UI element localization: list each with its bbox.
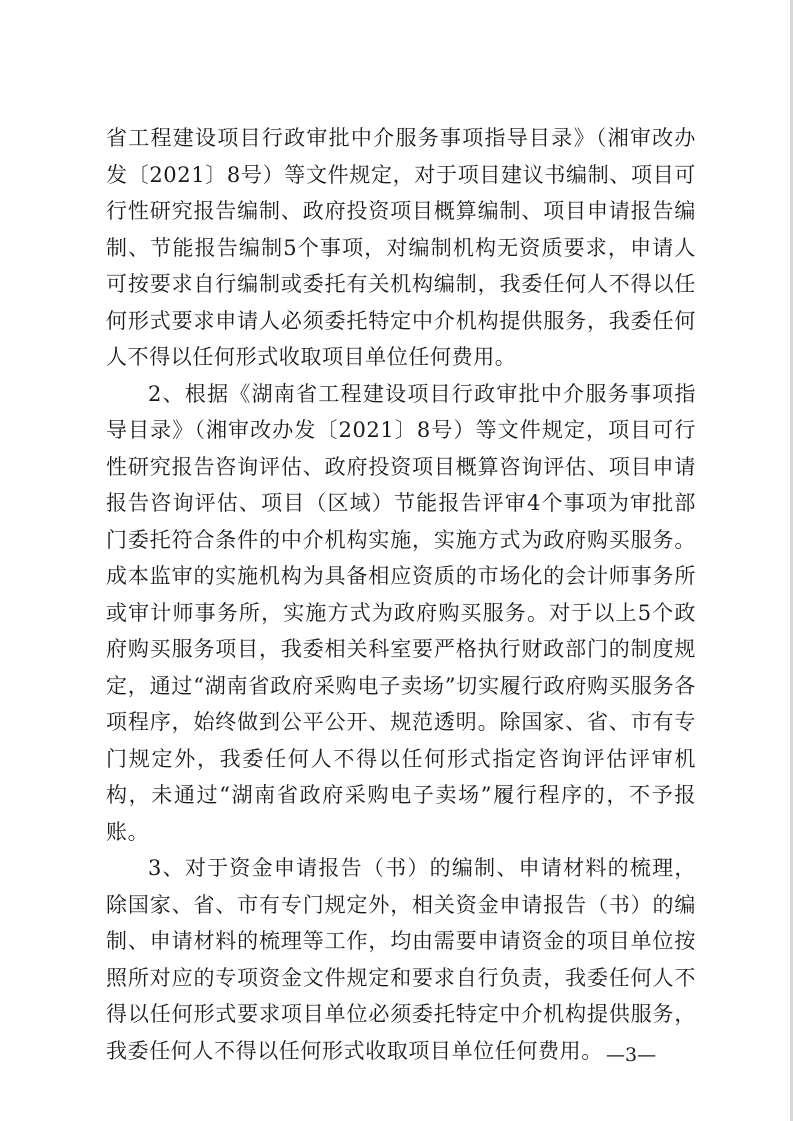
page-number: —3— xyxy=(606,1044,657,1066)
paragraph-item-2: 2、根据《湖南省工程建设项目行政审批中介服务事项指导目录》（湘审改办发〔2021〕8号）等文件规定，项目可行性研究报告咨询评估、政府投资项目概算咨询评估、项目申请报告咨询评估、项目（区域）节能报告评审4个事项为审批部门委托符合条件的中介机构实施，实施方式为政府购买服务。成本监审的实施机构为具备相应资质的市场化的会计师事务所或审计师事务所，实施方式为政府购买服务。对于以上5个政府购买服务项目，我委相关科室要严格执行财政部门的制度规定，通过“湖南省政府采购电子卖场”切实履行政府购买服务各项程序，始终做到公平公开、规范透明。除国家、省、市有专门规定外，我委任何人不得以任何形式指定咨询评估评审机构，未通过“湖南省政府采购电子卖场”履行程序的，不予报账。 xyxy=(106,381,696,844)
paragraph-item-3: 3、对于资金申请报告（书）的编制、申请材料的梳理，除国家、省、市有专门规定外，相关资金申请报告（书）的编制、申请材料的梳理等工作，均由需要申请资金的项目单位按照所对应的专项资金文件规定和要求自行负责，我委任何人不得以任何形式要求项目单位必须委托特定中介机构提供服务，我委任何人不得以任何形式收取项目单位任何费用。 xyxy=(106,856,696,1063)
document-body xyxy=(106,120,696,1069)
paragraph-continued: 省工程建设项目行政审批中介服务事项指导目录》（湘审改办发〔2021〕8号）等文件规定，对于项目建议书编制、项目可行性研究报告编制、政府投资项目概算编制、项目申请报告编制、节能报告编制5个事项，对编制机构无资质要求，申请人可按要求自行编制或委托有关机构编制，我委任何人不得以任何形式要求申请人必须委托特定中介机构提供服务，我委任何人不得以任何形式收取项目单位任何费用。 xyxy=(106,126,696,369)
